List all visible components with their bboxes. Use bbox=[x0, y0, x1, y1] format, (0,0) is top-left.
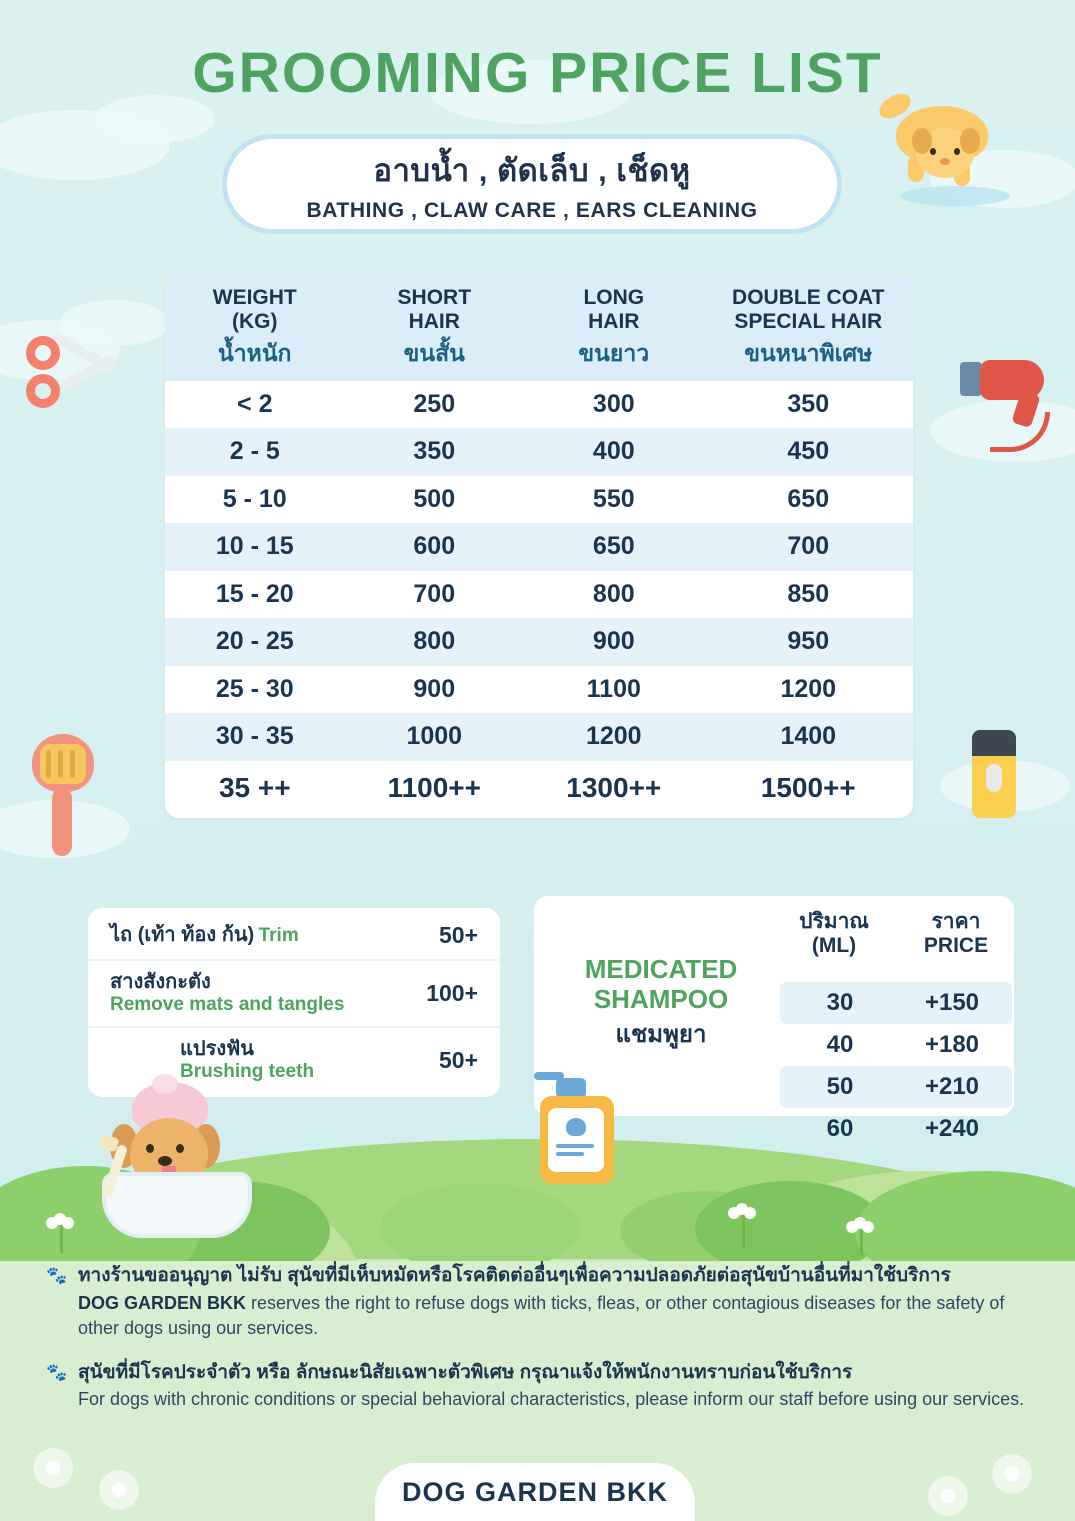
cell-short: 350 bbox=[345, 428, 525, 476]
extra-service-row bbox=[88, 912, 500, 961]
col-header-long-hair: LONG HAIR ขนยาว bbox=[524, 274, 704, 381]
shampoo-price: +180 bbox=[924, 1031, 980, 1058]
table-row bbox=[165, 428, 913, 476]
table-body bbox=[165, 381, 913, 818]
services-subtitle-box bbox=[222, 134, 842, 234]
dandelion-icon bbox=[925, 1473, 971, 1519]
shampoo-ml: 50 bbox=[826, 1073, 854, 1100]
brand-logo-text: DOG GARDEN BKK bbox=[401, 1476, 668, 1507]
extra-service-name-th: ไถ (เท้า ท้อง ก้น) bbox=[110, 924, 255, 946]
table-row bbox=[165, 666, 913, 714]
table-row bbox=[165, 571, 913, 619]
shampoo-table-header bbox=[780, 910, 1010, 958]
cell-double: 650 bbox=[787, 484, 830, 513]
extra-service-name-th: แปรงฟัน bbox=[180, 1037, 254, 1060]
extra-service-name-th: สางสังกะตัง bbox=[110, 971, 211, 993]
cell-long: 1100 bbox=[586, 674, 641, 703]
cell-weight: 5 - 10 bbox=[222, 484, 287, 513]
flower-icon bbox=[736, 1203, 748, 1215]
bathing-dog-illustration bbox=[92, 1080, 282, 1240]
cell-double: 700 bbox=[704, 523, 913, 571]
cell-short: 900 bbox=[413, 674, 456, 703]
col-header-weight: WEIGHT (KG) น้ำหนัก bbox=[165, 274, 345, 381]
shampoo-price-rows bbox=[780, 982, 1012, 1150]
cell-long: 300 bbox=[592, 389, 635, 418]
cell-weight: 30 - 35 bbox=[165, 713, 345, 761]
shampoo-title: MEDICATED SHAMPOO แชมพูยา bbox=[584, 954, 738, 1048]
cell-double: 1200 bbox=[780, 674, 837, 703]
flower-icon bbox=[54, 1213, 66, 1225]
brush-icon bbox=[14, 730, 134, 870]
notes-section bbox=[46, 1262, 1046, 1431]
extra-service-price: 100+ bbox=[426, 979, 478, 1006]
shampoo-price: +240 bbox=[924, 1115, 980, 1142]
cell-weight: < 2 bbox=[237, 389, 273, 418]
cell-short: 1000 bbox=[345, 713, 525, 761]
dandelion-icon bbox=[989, 1451, 1035, 1497]
cell-weight: 15 - 20 bbox=[215, 579, 294, 608]
col-header-short-hair: SHORT HAIR ขนสั้น bbox=[345, 274, 525, 381]
cell-double: 950 bbox=[704, 618, 913, 666]
grooming-price-table bbox=[165, 274, 913, 818]
note-thai: สุนัขที่มีโรคประจำตัว หรือ ลักษณะนิสัยเฉพาะตัวพิเศษ กรุณาแจ้งให้พนักงานทราบก่อนใช้บริการ bbox=[78, 1361, 853, 1383]
brand-logo bbox=[375, 1463, 695, 1521]
cell-short: 250 bbox=[413, 389, 456, 418]
extra-service-price: 50+ bbox=[438, 1046, 478, 1073]
clipper-icon bbox=[960, 730, 1050, 850]
cell-long: 550 bbox=[592, 484, 635, 513]
table-row bbox=[165, 523, 913, 571]
table-row bbox=[165, 476, 913, 524]
note-block bbox=[46, 1359, 1046, 1413]
note-english: For dogs with chronic conditions or special behavioral characteristics, please inform our staff before using our services. bbox=[78, 1389, 1025, 1410]
cell-double: 350 bbox=[787, 389, 830, 418]
subtitle-english: BATHING , CLAW CARE , EARS CLEANING bbox=[306, 199, 758, 222]
shampoo-row bbox=[780, 1024, 1012, 1066]
cell-weight: 35 ++ bbox=[218, 771, 291, 803]
shampoo-ml: 60 bbox=[826, 1115, 854, 1142]
extra-services-card bbox=[88, 908, 500, 1097]
table-header bbox=[165, 274, 913, 381]
col-header-amount: ปริมาณ (ML) bbox=[799, 910, 869, 958]
extra-service-row bbox=[88, 961, 500, 1028]
subtitle-thai: อาบน้ำ , ตัดเล็บ , เช็ดหู bbox=[373, 153, 691, 188]
cell-short: 1100++ bbox=[387, 771, 481, 803]
table-row bbox=[165, 713, 913, 761]
paw-icon: 🐾 bbox=[46, 1266, 68, 1285]
cell-weight: 2 - 5 bbox=[165, 428, 345, 476]
scissors-icon bbox=[20, 330, 140, 420]
cell-double: 450 bbox=[704, 428, 913, 476]
cell-double: 1500++ bbox=[760, 771, 856, 803]
note-block bbox=[46, 1262, 1046, 1341]
cell-double: 1400 bbox=[704, 713, 913, 761]
shampoo-price: +210 bbox=[924, 1073, 980, 1100]
shampoo-ml: 30 bbox=[826, 989, 854, 1016]
cell-long: 650 bbox=[524, 523, 704, 571]
extra-service-price: 50+ bbox=[438, 922, 478, 948]
note-thai: ทางร้านขออนุญาต ไม่รับ สุนัขที่มีเห็บหมัดหรือโรคติดต่ออื่นๆเพื่อความปลอดภัยต่อสุนัขบ้านอื่นที่มาใช้บริการ bbox=[78, 1265, 951, 1286]
cell-short: 700 bbox=[413, 579, 456, 608]
page-title: GROOMING PRICE LIST bbox=[192, 41, 883, 105]
bush-decoration bbox=[380, 1183, 580, 1273]
shampoo-ml: 40 bbox=[826, 1031, 854, 1058]
table-row bbox=[165, 618, 913, 666]
cell-weight: 20 - 25 bbox=[165, 618, 345, 666]
table-header-row bbox=[165, 274, 913, 381]
dandelion-icon bbox=[30, 1445, 76, 1491]
dog-illustration bbox=[878, 78, 1038, 208]
cell-long: 400 bbox=[524, 428, 704, 476]
table-row bbox=[165, 761, 913, 818]
hair-dryer-icon bbox=[960, 350, 1070, 470]
shampoo-row bbox=[780, 1066, 1012, 1108]
cell-long: 1300++ bbox=[566, 771, 662, 803]
cell-long: 900 bbox=[524, 618, 704, 666]
cell-weight: 10 - 15 bbox=[165, 523, 345, 571]
paw-icon: 🐾 bbox=[46, 1362, 68, 1382]
note-english: DOG GARDEN BKK reserves the right to refuse dogs with ticks, fleas, or other contagious diseases for the safety of other dogs using our services. bbox=[78, 1292, 1005, 1338]
shampoo-bottle-icon bbox=[528, 1060, 638, 1190]
shampoo-price: +150 bbox=[924, 989, 980, 1016]
price-table-card bbox=[165, 274, 913, 818]
col-header-price: ราคา PRICE bbox=[923, 910, 989, 958]
cell-weight: 25 - 30 bbox=[215, 674, 294, 703]
cell-long: 800 bbox=[592, 579, 635, 608]
shampoo-row bbox=[780, 982, 1012, 1024]
note-brand: DOG GARDEN BKK bbox=[78, 1292, 247, 1313]
cell-short: 600 bbox=[345, 523, 525, 571]
shampoo-row bbox=[780, 1108, 1012, 1150]
cell-long: 1200 bbox=[524, 713, 704, 761]
extra-service-name-en: Trim bbox=[258, 925, 299, 946]
extra-service-name-en: Brushing teeth bbox=[180, 1060, 315, 1082]
flower-icon bbox=[854, 1217, 866, 1229]
cell-double: 850 bbox=[787, 579, 830, 608]
dandelion-icon bbox=[96, 1467, 142, 1513]
col-header-double-coat: DOUBLE COAT SPECIAL HAIR ขนหนาพิเศษ bbox=[704, 274, 913, 381]
extra-service-name-en: Remove mats and tangles bbox=[110, 994, 345, 1015]
cell-short: 800 bbox=[345, 618, 525, 666]
table-row bbox=[165, 381, 913, 429]
cell-short: 500 bbox=[413, 484, 456, 513]
